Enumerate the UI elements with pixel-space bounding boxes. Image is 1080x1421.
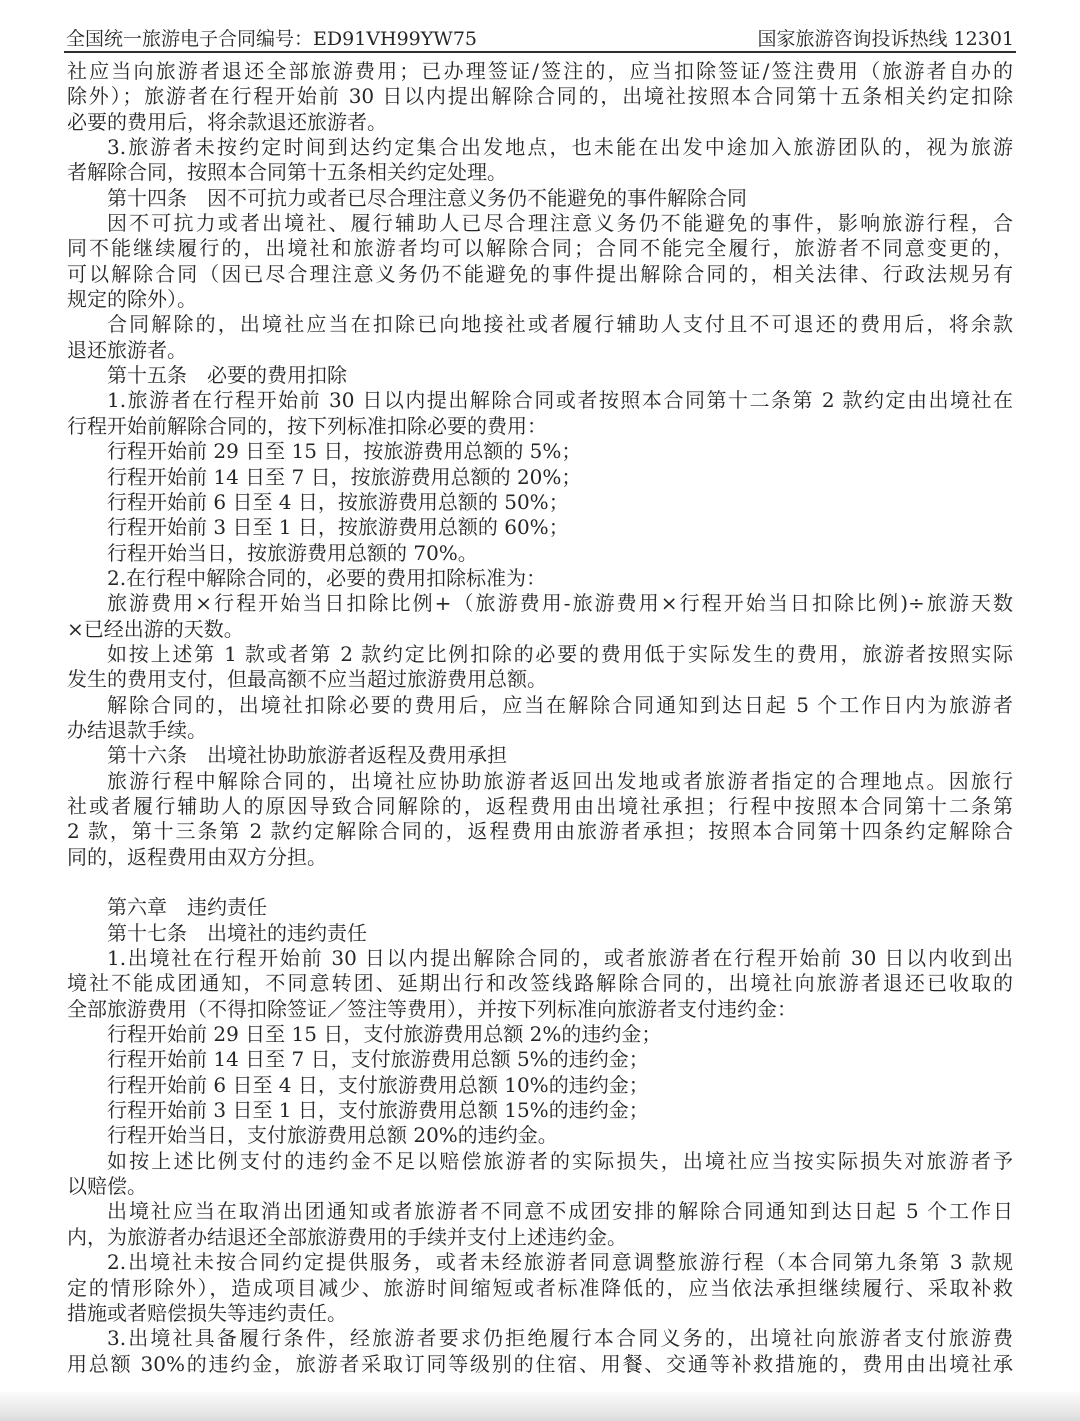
text-line: 社应当向旅游者退还全部旅游费用；已办理签证/签注的，应当扣除签证/签注费用（旅游者自办的 <box>67 59 1013 83</box>
text-line: 退还旅游者。 <box>67 337 187 362</box>
text-line: 旅游行程中解除合同的，出境社应协助旅游者返回出发地或者旅游者指定的合理地点。因旅行 <box>107 768 1013 793</box>
text-line: 第六章 违约责任 <box>107 895 267 920</box>
contract-number-text: 全国统一旅游电子合同编号：ED91VH99YW75 <box>66 28 477 50</box>
header-rule <box>64 51 1016 53</box>
text-line: 旅游费用×行程开始当日扣除比例+（旅游费用-旅游费用×行程开始当日扣除比例)÷旅游天数 <box>107 591 1013 616</box>
text-line: 用总额 30%的违约金，旅游者采取订同等级别的住宿、用餐、交通等补救措施的，费用由出境社承 <box>67 1351 1013 1376</box>
text-line: 因不可抗力或者出境社、履行辅助人已尽合理注意义务仍不能避免的事件，影响旅游行程，合 <box>107 211 1013 236</box>
text-line: 同的，返程费用由双方分担。 <box>67 844 327 869</box>
text-line: 解除合同的，出境社扣除必要的费用后，应当在解除合同通知到达日起 5 个工作日内为旅游者 <box>107 692 1013 717</box>
text-line: 行程开始前 6 日至 4 日，支付旅游费用总额 10%的违约金； <box>107 1072 649 1097</box>
text-line: 如按上述第 1 款或者第 2 款约定比例扣除的必要的费用低于实际发生的费用，旅游者按照实际 <box>107 641 1013 666</box>
page-bottom-gap <box>0 1392 1080 1421</box>
text-line: 2 款，第十三条第 2 款约定解除合同的，返程费用由旅游者承担；按照本合同第十四条约定解除合 <box>67 819 1013 844</box>
text-line: 出境社应当在取消出团通知或者旅游者不同意不成团安排的解除合同通知到达日起 5 个工作日 <box>107 1199 1013 1224</box>
text-line: 必要的费用后，将余款退还旅游者。 <box>67 109 387 134</box>
text-line: 行程开始前 29 日至 15 日，按旅游费用总额的 5%； <box>107 439 582 464</box>
page-header <box>66 24 1014 51</box>
text-line: 行程开始前 29 日至 15 日，支付旅游费用总额 2%的违约金； <box>107 1022 662 1047</box>
text-line: 第十七条 出境社的违约责任 <box>107 920 367 945</box>
text-line: 者解除合同，按照本合同第十五条相关约定处理。 <box>67 160 507 185</box>
text-line: 措施或者赔偿损失等违约责任。 <box>67 1300 347 1325</box>
text-line: ×已经出游的天数。 <box>67 616 244 641</box>
text-line: 境社不能成团通知，不同意转团、延期出行和改签线路解除合同的，出境社向旅游者退还已收取的 <box>67 971 1013 996</box>
text-line: 全部旅游费用（不得扣除签证／签注等费用），并按下列标准向旅游者支付违约金： <box>67 996 797 1021</box>
text-line: 规定的除外）。 <box>67 287 197 312</box>
text-line: 第十四条 因不可抗力或者已尽合理注意义务仍不能避免的事件解除合同 <box>107 185 747 210</box>
text-line: 社或者履行辅助人的原因导致合同解除的，返程费用由出境社承担；行程中按照本合同第十二条第 <box>67 793 1013 818</box>
text-line: 1.旅游者在行程开始前 30 日以内提出解除合同或者按照本合同第十二条第 2 款约定由出境社在 <box>107 388 1013 413</box>
text-line: 办结退款手续。 <box>67 717 207 742</box>
text-line: 3.旅游者未按约定时间到达约定集合出发地点，也未能在出发中途加入旅游团队的，视为旅游 <box>107 135 1013 160</box>
text-line: 如按上述比例支付的违约金不足以赔偿旅游者的实际损失，出境社应当按实际损失对旅游者予 <box>107 1148 1013 1173</box>
text-line: 3.出境社具备履行条件，经旅游者要求仍拒绝履行本合同义务的，出境社向旅游者支付旅游费 <box>107 1326 1013 1351</box>
blank-line <box>67 870 1013 895</box>
text-line: 第十六条 出境社协助旅游者返程及费用承担 <box>107 743 507 768</box>
text-line: 行程开始前 3 日至 1 日，支付旅游费用总额 15%的违约金； <box>107 1098 649 1123</box>
text-line: 合同解除的，出境社应当在扣除已向地接社或者履行辅助人支付且不可退还的费用后，将余款 <box>107 312 1013 337</box>
text-line: 2.在行程中解除合同的，必要的费用扣除标准为： <box>107 565 547 590</box>
text-line: 1.出境社在行程开始前 30 日以内提出解除合同的，或者旅游者在行程开始前 30 日以内收到出 <box>107 946 1013 971</box>
text-line: 行程开始当日，按旅游费用总额的 70%。 <box>107 540 478 565</box>
text-line: 以赔偿。 <box>67 1174 147 1199</box>
text-line: 同不能继续履行的，出境社和旅游者均可以解除合同；合同不能完全履行，旅游者不同意变更的， <box>67 236 1013 261</box>
text-line: 行程开始当日，支付旅游费用总额 20%的违约金。 <box>107 1123 558 1148</box>
document-body <box>67 59 1013 1377</box>
text-line: 行程开始前 14 日至 7 日，按旅游费用总额的 20%； <box>107 464 582 489</box>
text-line: 行程开始前 6 日至 4 日，按旅游费用总额的 50%； <box>107 489 569 514</box>
text-line: 内，为旅游者办结退还全部旅游费用的手续并支付上述违约金。 <box>67 1224 627 1249</box>
text-line: 行程开始前 14 日至 7 日，支付旅游费用总额 5%的违约金； <box>107 1047 649 1072</box>
text-line: 第十五条 必要的费用扣除 <box>107 363 347 388</box>
text-line: 行程开始前解除合同的，按下列标准扣除必要的费用： <box>67 413 547 438</box>
text-line: 行程开始前 3 日至 1 日，按旅游费用总额的 60%； <box>107 515 569 540</box>
text-line: 2.出境社未按合同约定提供服务，或者未经旅游者同意调整旅游行程（本合同第九条第 3 款规 <box>107 1250 1013 1275</box>
hotline-text: 国家旅游咨询投诉热线 12301 <box>757 28 1014 50</box>
text-line: 可以解除合同（因已尽合理注意义务仍不能避免的事件提出解除合同的，相关法律、行政法规另有 <box>67 261 1013 286</box>
text-line: 定的情形除外），造成项目减少、旅游时间缩短或者标准降低的，应当依法承担继续履行、采取补救 <box>67 1275 1013 1300</box>
text-line: 发生的费用支付，但最高额不应当超过旅游费用总额。 <box>67 667 547 692</box>
text-line: 除外）；旅游者在行程开始前 30 日以内提出解除合同的，出境社按照本合同第十五条相关约定扣除 <box>67 84 1013 109</box>
